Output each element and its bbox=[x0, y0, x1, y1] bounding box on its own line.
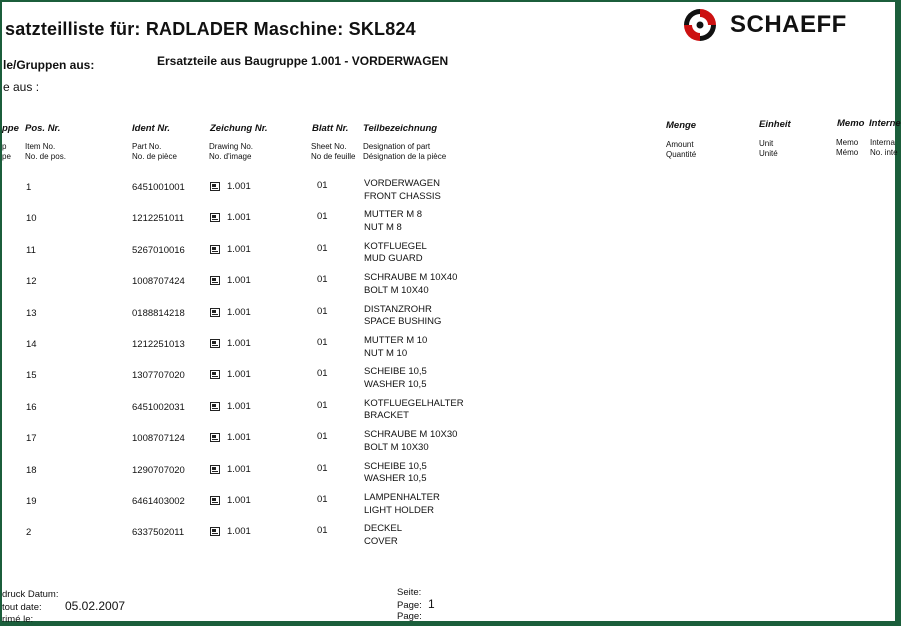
drawing-icon[interactable] bbox=[210, 308, 220, 317]
row-drawing bbox=[210, 369, 251, 380]
row-ident: 6451001001 bbox=[132, 182, 185, 193]
drawing-icon[interactable] bbox=[210, 496, 220, 505]
col-header-designation: Teilbezeichnung bbox=[363, 123, 438, 134]
row-pos: 11 bbox=[26, 244, 36, 256]
row-drawing-number: 1.001 bbox=[227, 243, 251, 255]
assembly-subtitle: Ersatzteile aus Baugruppe 1.001 - VORDERWAGEN bbox=[157, 54, 449, 68]
row-drawing bbox=[210, 181, 251, 192]
row-sheet: 01 bbox=[317, 462, 328, 474]
col-sub-ident: Part No. No. de pièce bbox=[132, 142, 177, 161]
row-designation bbox=[364, 366, 427, 391]
row-drawing-number: 1.001 bbox=[227, 181, 251, 192]
row-designation bbox=[364, 335, 427, 360]
drawing-icon[interactable] bbox=[210, 402, 220, 411]
row-sheet: 01 bbox=[317, 242, 328, 254]
row-drawing-number: 1.001 bbox=[227, 526, 251, 538]
row-ident: 1307707020 bbox=[132, 370, 185, 382]
row-ident: 5267010016 bbox=[132, 244, 185, 256]
print-date-label-fr: rimé le: bbox=[2, 614, 34, 625]
col-sub-unit: Unit Unité bbox=[759, 139, 778, 158]
col-sub-drawing: Drawing No. No. d'image bbox=[209, 142, 254, 161]
row-drawing bbox=[210, 526, 251, 537]
row-ident: 0188814218 bbox=[132, 307, 185, 319]
row-designation-de: SCHRAUBE M 10X40 bbox=[364, 272, 458, 284]
col-sub-group: p pe bbox=[2, 142, 11, 161]
col-sub-designation: Designation of part Désignation de la pièce bbox=[363, 142, 447, 161]
row-ident: 1212251011 bbox=[132, 213, 185, 225]
row-designation-de: LAMPENHALTER bbox=[364, 492, 440, 503]
row-ident: 1212251013 bbox=[132, 339, 185, 350]
col-header-pos: Pos. Nr. bbox=[25, 123, 61, 134]
row-sheet: 01 bbox=[317, 180, 328, 191]
page-label-fr: Page: bbox=[397, 611, 422, 622]
schaeff-logo-icon bbox=[678, 3, 722, 47]
row-sheet: 01 bbox=[317, 337, 328, 348]
row-pos: 1 bbox=[26, 182, 32, 193]
page-label-en: Page: bbox=[397, 600, 422, 611]
col-sub-sheet: Sheet No. No de feuille bbox=[311, 142, 356, 161]
row-designation-de: DECKEL bbox=[364, 523, 403, 535]
row-designation bbox=[364, 398, 464, 423]
col-header-ident: Ident Nr. bbox=[132, 123, 171, 134]
selection-label: e aus : bbox=[3, 80, 40, 94]
row-drawing bbox=[210, 275, 251, 286]
row-designation bbox=[364, 209, 422, 234]
row-designation bbox=[364, 178, 441, 203]
row-pos: 17 bbox=[26, 433, 37, 445]
col-sub-internal: Interna No. inte bbox=[870, 138, 898, 157]
row-drawing-number: 1.001 bbox=[227, 338, 251, 349]
row-pos: 18 bbox=[26, 464, 37, 476]
row-designation-en: BOLT M 10X40 bbox=[364, 284, 429, 296]
row-designation-en: BOLT M 10X30 bbox=[364, 441, 429, 453]
row-designation-de: SCHEIBE 10,5 bbox=[364, 460, 427, 472]
row-designation-de: KOTFLUEGELHALTER bbox=[364, 397, 464, 409]
row-ident: 6451002031 bbox=[132, 401, 185, 413]
row-ident: 1290707020 bbox=[132, 464, 185, 476]
row-designation-de: VORDERWAGEN bbox=[364, 178, 441, 189]
row-designation bbox=[364, 241, 427, 266]
col-sub-memo: Memo Mémo bbox=[836, 138, 859, 157]
row-designation bbox=[364, 461, 427, 486]
row-designation-de: SCHEIBE 10,5 bbox=[364, 366, 427, 378]
row-designation bbox=[364, 523, 402, 548]
drawing-icon[interactable] bbox=[210, 213, 220, 222]
row-drawing-number: 1.001 bbox=[227, 275, 251, 287]
row-ident: 6461403002 bbox=[132, 496, 185, 507]
logo-wordmark: SCHAEFF bbox=[730, 11, 847, 38]
print-date-value: 05.02.2007 bbox=[65, 599, 126, 613]
drawing-icon[interactable] bbox=[210, 465, 220, 474]
row-pos: 19 bbox=[26, 496, 37, 507]
groups-label: le/Gruppen aus: bbox=[3, 58, 95, 72]
row-designation-en: FRONT CHASSIS bbox=[364, 190, 441, 202]
row-drawing-number: 1.001 bbox=[227, 432, 251, 444]
row-designation-de: MUTTER M 10 bbox=[364, 335, 428, 346]
row-drawing bbox=[210, 401, 251, 412]
page-title: satzteilliste für: RADLADER Maschine: SKL824 bbox=[5, 19, 416, 39]
col-header-internal: Interne bbox=[869, 118, 901, 129]
row-ident: 1008707124 bbox=[132, 433, 185, 445]
row-designation-en: COVER bbox=[364, 535, 398, 547]
col-header-drawing: Zeichung Nr. bbox=[210, 123, 268, 134]
row-designation-de: DISTANZROHR bbox=[364, 303, 432, 315]
page-number: 1 bbox=[428, 597, 435, 611]
col-sub-quantity: Amount Quantité bbox=[666, 140, 697, 159]
row-designation bbox=[364, 272, 457, 297]
row-drawing-number: 1.001 bbox=[227, 495, 251, 506]
row-drawing-number: 1.001 bbox=[227, 306, 251, 318]
schaeff-logo bbox=[678, 5, 847, 45]
row-designation-en: WASHER 10,5 bbox=[364, 378, 427, 390]
col-sub-pos: Item No. No. de pos. bbox=[25, 142, 66, 161]
row-pos: 12 bbox=[26, 276, 37, 288]
row-designation bbox=[364, 492, 440, 517]
row-sheet: 01 bbox=[317, 525, 328, 537]
row-pos: 10 bbox=[26, 213, 37, 225]
row-designation-de: MUTTER M 8 bbox=[364, 209, 423, 221]
row-drawing bbox=[210, 432, 251, 443]
print-date-label-de: druck Datum: bbox=[2, 589, 59, 600]
row-drawing-number: 1.001 bbox=[227, 369, 251, 381]
col-header-sheet: Blatt Nr. bbox=[312, 123, 349, 134]
row-drawing bbox=[210, 307, 251, 318]
row-drawing-number: 1.001 bbox=[227, 400, 251, 412]
row-sheet: 01 bbox=[317, 368, 328, 380]
row-designation bbox=[364, 429, 457, 454]
row-pos: 16 bbox=[26, 401, 37, 413]
col-header-group: ppe bbox=[2, 123, 19, 134]
row-designation-en: NUT M 8 bbox=[364, 221, 402, 233]
drawing-icon[interactable] bbox=[210, 527, 220, 536]
row-sheet: 01 bbox=[317, 305, 328, 317]
row-designation-en: LIGHT HOLDER bbox=[364, 504, 435, 516]
row-designation-en: NUT M 10 bbox=[364, 347, 408, 359]
row-pos: 14 bbox=[26, 339, 37, 350]
drawing-icon[interactable] bbox=[210, 245, 220, 254]
col-header-unit: Einheit bbox=[759, 119, 791, 130]
drawing-icon[interactable] bbox=[210, 339, 220, 348]
row-drawing bbox=[210, 464, 251, 475]
print-date-label-en: tout date: bbox=[2, 602, 42, 613]
row-sheet: 01 bbox=[317, 211, 328, 223]
row-designation-en: BRACKET bbox=[364, 410, 409, 422]
drawing-icon[interactable] bbox=[210, 370, 220, 379]
row-drawing bbox=[210, 244, 251, 255]
row-drawing bbox=[210, 212, 251, 223]
drawing-icon[interactable] bbox=[210, 433, 220, 442]
row-ident: 6337502011 bbox=[132, 527, 185, 539]
row-designation-de: KOTFLUEGEL bbox=[364, 240, 427, 252]
row-designation-en: WASHER 10,5 bbox=[364, 473, 427, 485]
row-designation-en: SPACE BUSHING bbox=[364, 316, 442, 328]
row-designation bbox=[364, 304, 441, 329]
row-pos: 15 bbox=[26, 370, 37, 382]
page-label-de: Seite: bbox=[397, 587, 422, 598]
row-drawing-number: 1.001 bbox=[227, 212, 251, 224]
col-header-memo: Memo bbox=[837, 118, 865, 129]
row-drawing bbox=[210, 338, 251, 349]
row-drawing-number: 1.001 bbox=[227, 463, 251, 475]
row-drawing bbox=[210, 495, 251, 506]
drawing-icon[interactable] bbox=[210, 276, 220, 285]
row-sheet: 01 bbox=[317, 494, 328, 505]
col-header-quantity: Menge bbox=[666, 120, 697, 131]
drawing-icon[interactable] bbox=[210, 182, 220, 191]
row-sheet: 01 bbox=[317, 274, 328, 286]
row-pos: 13 bbox=[26, 307, 37, 319]
row-designation-de: SCHRAUBE M 10X30 bbox=[364, 429, 458, 441]
parts-list-sheet bbox=[2, 2, 901, 625]
row-ident: 1008707424 bbox=[132, 276, 185, 288]
row-sheet: 01 bbox=[317, 399, 328, 411]
row-sheet: 01 bbox=[317, 431, 328, 443]
row-designation-en: MUD GUARD bbox=[364, 253, 423, 265]
row-pos: 2 bbox=[26, 527, 32, 539]
